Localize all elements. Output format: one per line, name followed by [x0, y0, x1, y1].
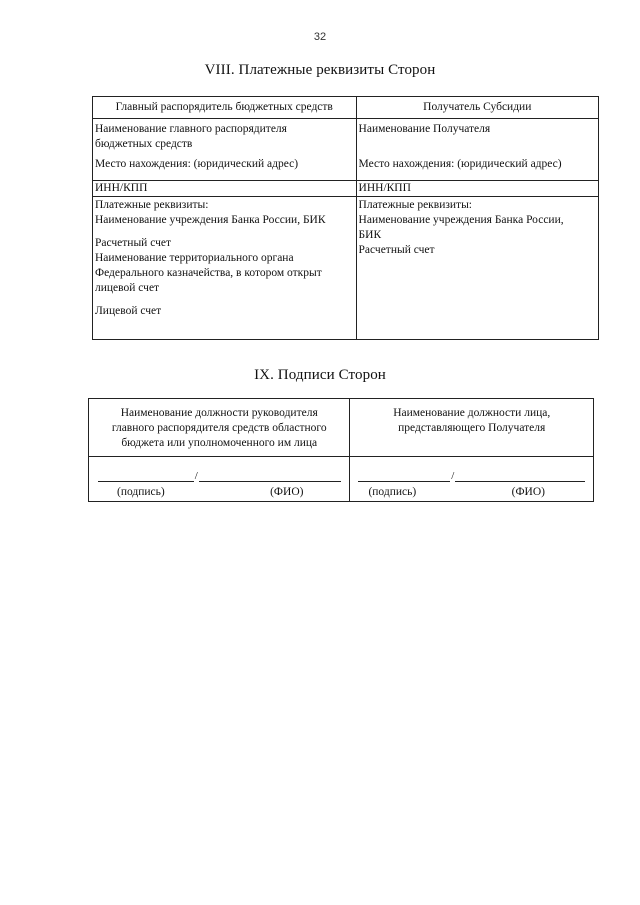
recipient-fio-caption: (ФИО): [511, 486, 545, 498]
manager-inn-kpp: ИНН/КПП: [93, 181, 357, 197]
manager-name-line2: бюджетных средств: [95, 138, 193, 150]
manager-fio-line: [199, 470, 341, 482]
section-title-signatures: IX. Подписи Сторон: [254, 367, 386, 383]
manager-treasury-line1: Наименование территориального органа: [95, 252, 294, 264]
header-subsidy-recipient: Получатель Субсидии: [356, 97, 598, 119]
recipient-account: Расчетный счет: [358, 244, 435, 256]
recipient-bank-line1: Наименование учреждения Банка России,: [358, 214, 564, 226]
manager-position-line2: главного распорядителя средств областного: [111, 422, 327, 434]
recipient-inn-kpp: ИНН/КПП: [356, 181, 598, 197]
recipient-signature-line: [358, 470, 450, 482]
manager-payment-label: Платежные реквизиты:: [95, 199, 209, 211]
signatures-table: [88, 398, 594, 502]
manager-name-line1: Наименование главного распорядителя: [95, 123, 287, 135]
signature-row: [89, 457, 594, 502]
table-row-payment: [93, 197, 599, 340]
table-header-row: [93, 97, 599, 119]
page-number: 32: [313, 31, 327, 43]
recipient-slash: /: [451, 470, 455, 482]
cell-manager-signature: [89, 457, 350, 502]
manager-slash: /: [194, 470, 198, 482]
manager-location: Место нахождения: (юридический адрес): [95, 158, 299, 170]
manager-treasury-line3: лицевой счет: [95, 282, 160, 294]
header-budget-manager: Главный распорядитель бюджетных средств: [93, 97, 357, 119]
recipient-bank-line2: БИК: [358, 229, 382, 241]
recipient-fio-line: [455, 470, 585, 482]
cell-recipient-name-location: [356, 119, 598, 181]
recipient-location: Место нахождения: (юридический адрес): [358, 158, 562, 170]
table-row-inn: [93, 181, 599, 197]
cell-manager-payment: [93, 197, 357, 340]
recipient-name: Наименование Получателя: [358, 123, 491, 135]
cell-recipient-signature: [350, 457, 594, 502]
cell-manager-name-location: [93, 119, 357, 181]
cell-recipient-position: [350, 399, 594, 457]
section-title-payment-details: VIII. Платежные реквизиты Сторон: [204, 62, 436, 78]
manager-position-line1: Наименование должности руководителя: [120, 407, 318, 419]
signature-title-row: [89, 399, 594, 457]
manager-treasury-line2: Федерального казначейства, в котором открыт: [95, 267, 322, 279]
manager-personal-account: Лицевой счет: [95, 305, 162, 317]
cell-manager-position: [89, 399, 350, 457]
recipient-signature-caption: (подпись): [368, 486, 417, 498]
manager-position-line3: бюджета или уполномоченного им лица: [121, 437, 318, 449]
manager-bank: Наименование учреждения Банка России, БИК: [95, 214, 326, 226]
recipient-position-line2: представляющего Получателя: [398, 422, 546, 434]
cell-recipient-payment: [356, 197, 598, 340]
recipient-position-line1: Наименование должности лица,: [393, 407, 551, 419]
payment-details-table: [92, 96, 599, 340]
manager-account: Расчетный счет: [95, 237, 171, 249]
table-row-name-location: [93, 119, 599, 181]
manager-fio-caption: (ФИО): [270, 486, 304, 498]
manager-signature-line: [98, 470, 194, 482]
recipient-payment-label: Платежные реквизиты:: [358, 199, 472, 211]
manager-signature-caption: (подпись): [117, 486, 165, 498]
